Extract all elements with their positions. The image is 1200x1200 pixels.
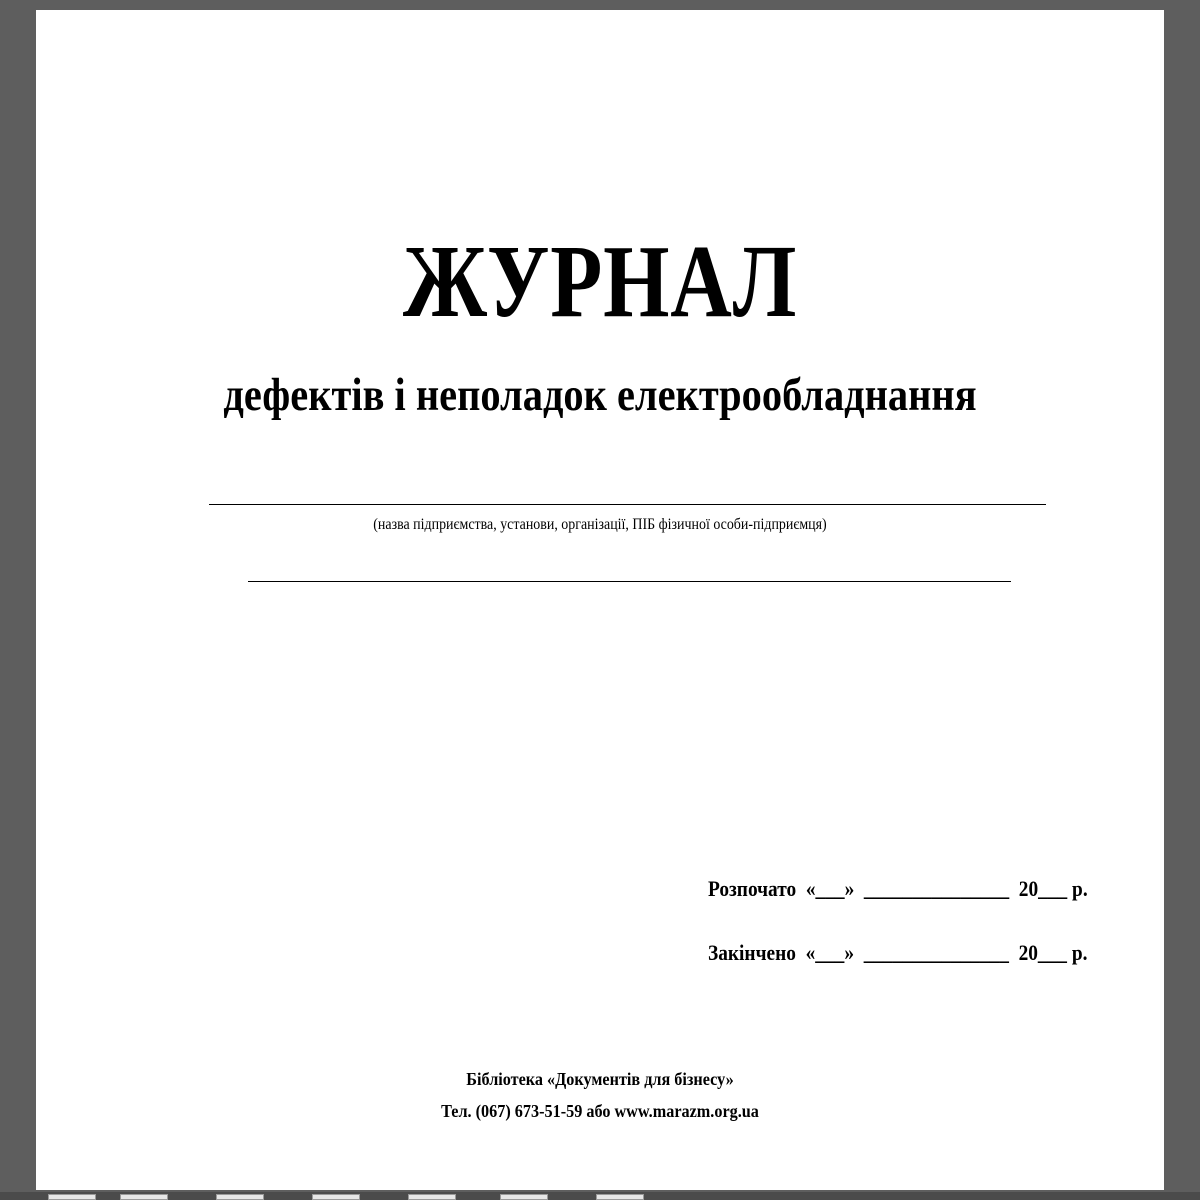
taskbar-tab[interactable] — [596, 1194, 644, 1200]
organization-name-line — [209, 504, 1046, 505]
journal-title: ЖУРНАЛ — [402, 224, 798, 339]
finished-date-line: Закінчено «___» _______________ 20___ р. — [708, 940, 1088, 965]
taskbar-tab[interactable] — [216, 1194, 264, 1200]
organization-caption: (назва підприємства, установи, організації, ПІБ фізичної особи-підприємця) — [373, 516, 827, 533]
taskbar-tab[interactable] — [500, 1194, 548, 1200]
contact-info: Тел. (067) 673-51-59 або www.marazm.org.ua — [441, 1101, 759, 1121]
organization-extra-line — [248, 581, 1011, 582]
journal-subtitle: дефектів і неполадок електрообладнання — [223, 369, 977, 421]
taskbar-strip — [0, 1192, 1200, 1200]
taskbar-tab[interactable] — [408, 1194, 456, 1200]
taskbar-tab[interactable] — [48, 1194, 96, 1200]
taskbar-tab[interactable] — [120, 1194, 168, 1200]
document-page — [36, 10, 1164, 1190]
taskbar-tab[interactable] — [312, 1194, 360, 1200]
library-name: Бібліотека «Документів для бізнесу» — [466, 1069, 734, 1089]
started-date-line: Розпочато «___» _______________ 20___ р. — [708, 876, 1088, 901]
